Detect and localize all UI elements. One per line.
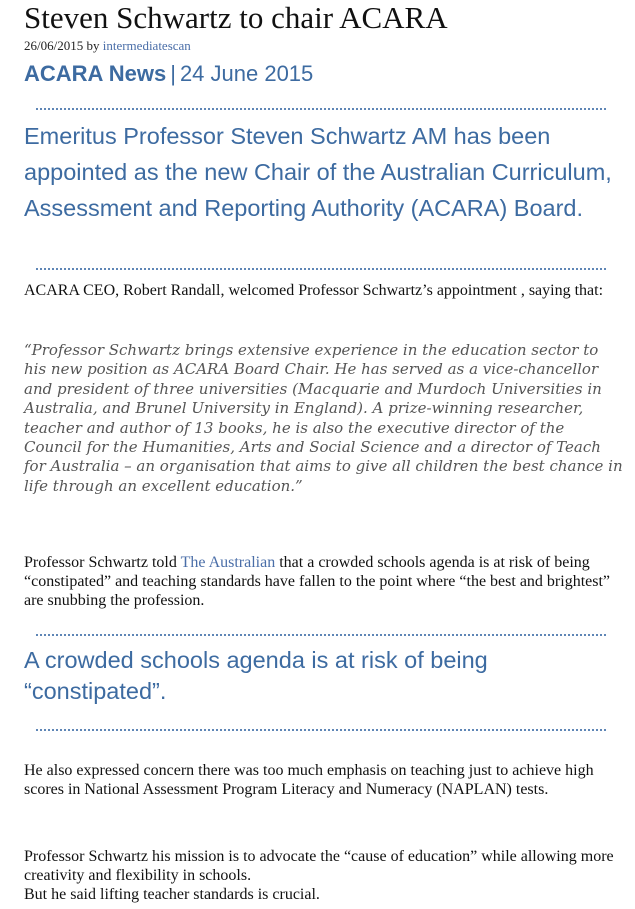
dotted-divider-top	[36, 108, 606, 110]
the-australian-link[interactable]: The Australian	[180, 554, 276, 571]
post-title: Steven Schwartz to chair ACARA	[24, 0, 448, 35]
news-label: ACARA News	[24, 61, 167, 86]
post-date: 26/06/2015	[24, 38, 84, 53]
post-meta	[24, 38, 191, 54]
post-by-label: by	[86, 38, 100, 53]
author-link[interactable]: intermediatescan	[102, 38, 191, 53]
paragraph-mission	[24, 847, 614, 904]
news-header	[24, 60, 313, 88]
paragraph-told-after: that a crowded schools agenda is at risk of being “constipated” and teaching standards have fallen to the point where “the best and brightest” are snubbing the profession.	[24, 554, 611, 609]
paragraph-mission-line2: But he said lifting teacher standards is crucial.	[24, 886, 320, 903]
news-separator: |	[170, 61, 176, 86]
paragraph-ceo-welcome: ACARA CEO, Robert Randall, welcomed Professor Schwartz’s appointment , saying that:	[24, 282, 604, 299]
headline: Emeritus Professor Steven Schwartz AM has been appointed as the new Chair of the Australian Curriculum, Assessment and Reporting Authority (ACARA) Board.	[24, 123, 612, 221]
dotted-divider-headline	[36, 268, 606, 270]
subheadline: A crowded schools agenda is at risk of being “constipated”.	[24, 647, 488, 704]
news-date: 24 June 2015	[179, 61, 314, 86]
paragraph-mission-line1: Professor Schwartz his mission is to advocate the “cause of education” while allowing more creativity and flexibility in schools.	[24, 848, 614, 884]
dotted-divider-subhead-bottom	[36, 729, 606, 731]
quote-block: “Professor Schwartz brings extensive experience in the education sector to his new position as ACARA Board Chair. He has served as a vice-chancellor and president of three universities (Macquarie and Murdoch Universities in Australia, and Brunel University in England). A prize-winning researcher, teacher and author of 13 books, he is also the executive director of the Council for the Humanities, Arts and Social Science and a director of Teach for Australia – an organisation that aims to give all children the best chance in life through an excellent education.”	[24, 341, 623, 495]
dotted-divider-subhead-top	[36, 634, 606, 636]
paragraph-told-the-australian	[24, 553, 614, 610]
paragraph-told-before: Professor Schwartz told	[24, 554, 181, 571]
paragraph-naplan-concern: He also expressed concern there was too much emphasis on teaching just to achieve high scores in National Assessment Program Literacy and Numeracy (NAPLAN) tests.	[24, 762, 594, 798]
